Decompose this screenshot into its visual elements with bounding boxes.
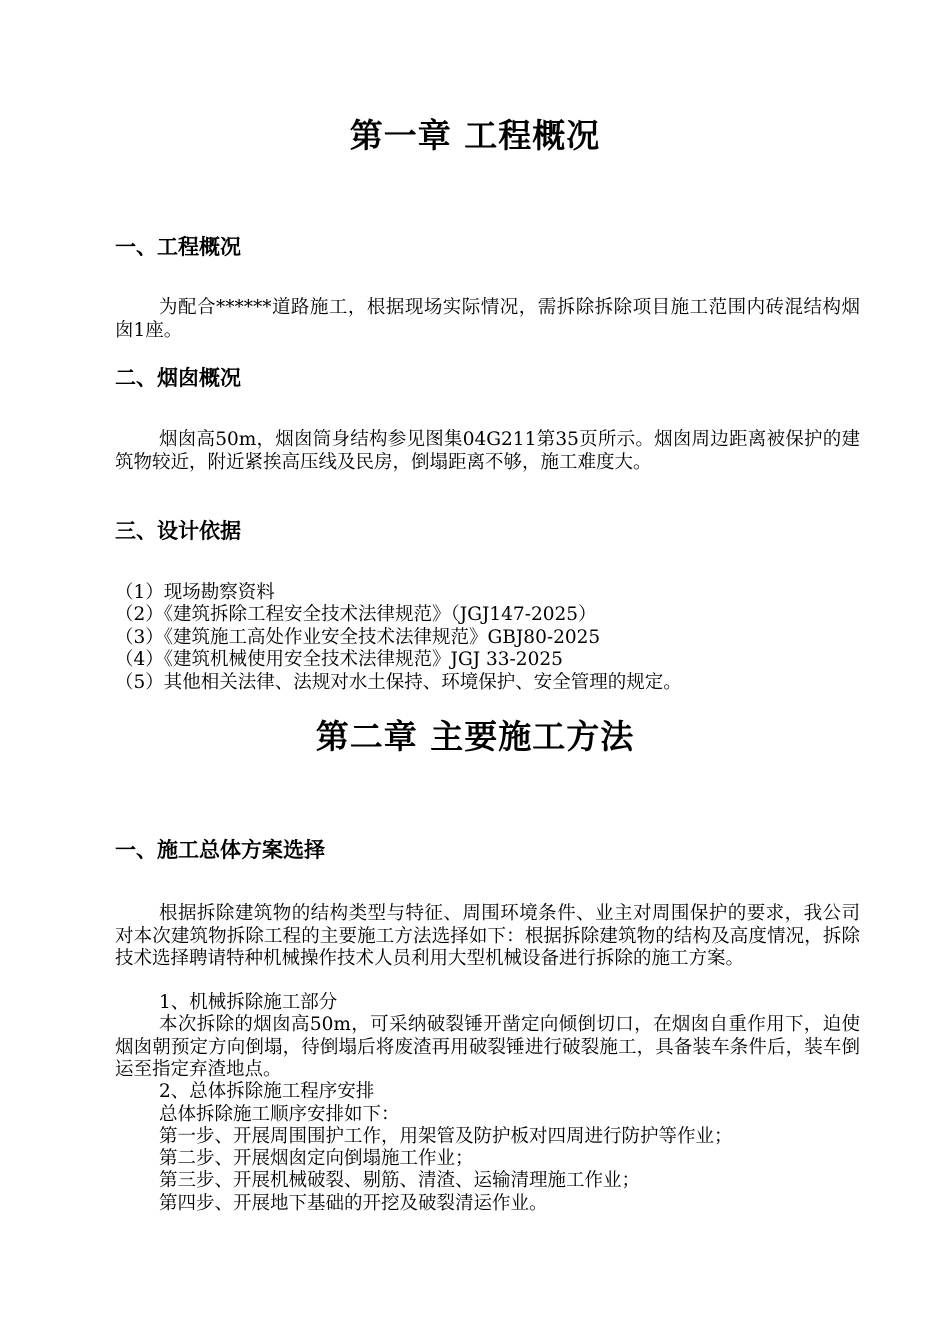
design-basis-item-1: （1）现场勘察资料	[115, 582, 275, 603]
design-basis-item-4: （4）《建筑机械使用安全技术法律规范》JGJ 33-2025	[115, 649, 563, 670]
procedure-step-2: 第二步、开展烟囱定向倒塌施工作业；	[159, 1148, 474, 1169]
paragraph-chimney-overview: 烟囱高50m，烟囱筒身结构参见图集04G211第35页所示。烟囱周边距离被保护的建筑物较近，附近紧挨高压线及民房，倒塌距离不够，施工难度大。	[115, 429, 860, 473]
section-heading-project-overview: 一、工程概况	[115, 235, 241, 259]
chapter-1-title: 第一章 工程概况	[349, 116, 601, 155]
section-heading-overall-plan: 一、施工总体方案选择	[115, 838, 325, 862]
procedure-step-4: 第四步、开展地下基础的开挖及破裂清运作业。	[159, 1193, 548, 1214]
design-basis-item-5: （5）其他相关法律、法规对水土保持、环境保护、安全管理的规定。	[115, 672, 682, 693]
paragraph-project-overview: 为配合******道路施工，根据现场实际情况，需拆除拆除项目施工范围内砖混结构烟囱1座。	[115, 297, 860, 341]
procedure-step-3: 第三步、开展机械破裂、剔筋、清渣、运输清理施工作业；	[159, 1170, 641, 1191]
procedure-step-1: 第一步、开展周围围护工作，用架管及防护板对四周进行防护等作业；	[159, 1126, 733, 1147]
subsection-title-mechanical-demolition: 1、机械拆除施工部分	[159, 992, 338, 1013]
design-basis-item-2: （2）《建筑拆除工程安全技术法律规范》（JGJ147-2025）	[115, 604, 597, 625]
chapter-2-title: 第二章 主要施工方法	[315, 717, 635, 756]
procedure-intro: 总体拆除施工顺序安排如下：	[159, 1104, 400, 1125]
section-heading-chimney-overview: 二、烟囱概况	[115, 366, 241, 390]
paragraph-mechanical-demolition: 本次拆除的烟囱高50m，可采纳破裂锤开凿定向倾倒切口，在烟囱自重作用下，迫使烟囱朝预定方向倒塌，待倒塌后将废渣再用破裂锤进行破裂施工，具备装车条件后，装车倒运至指定弃渣地点。	[115, 1014, 860, 1081]
design-basis-item-3: （3）《建筑施工高处作业安全技术法律规范》GBJ80-2025	[115, 627, 601, 648]
paragraph-overall-plan-intro: 根据拆除建筑物的结构类型与特征、周围环境条件、业主对周围保护的要求，我公司对本次建筑物拆除工程的主要施工方法选择如下：根据拆除建筑物的结构及高度情况，拆除技术选择聘请特种机械操作技术人员利用大型机械设备进行拆除的施工方案。	[115, 903, 860, 970]
section-heading-design-basis: 三、设计依据	[115, 519, 241, 543]
subsection-title-procedure: 2、总体拆除施工程序安排	[159, 1081, 375, 1102]
